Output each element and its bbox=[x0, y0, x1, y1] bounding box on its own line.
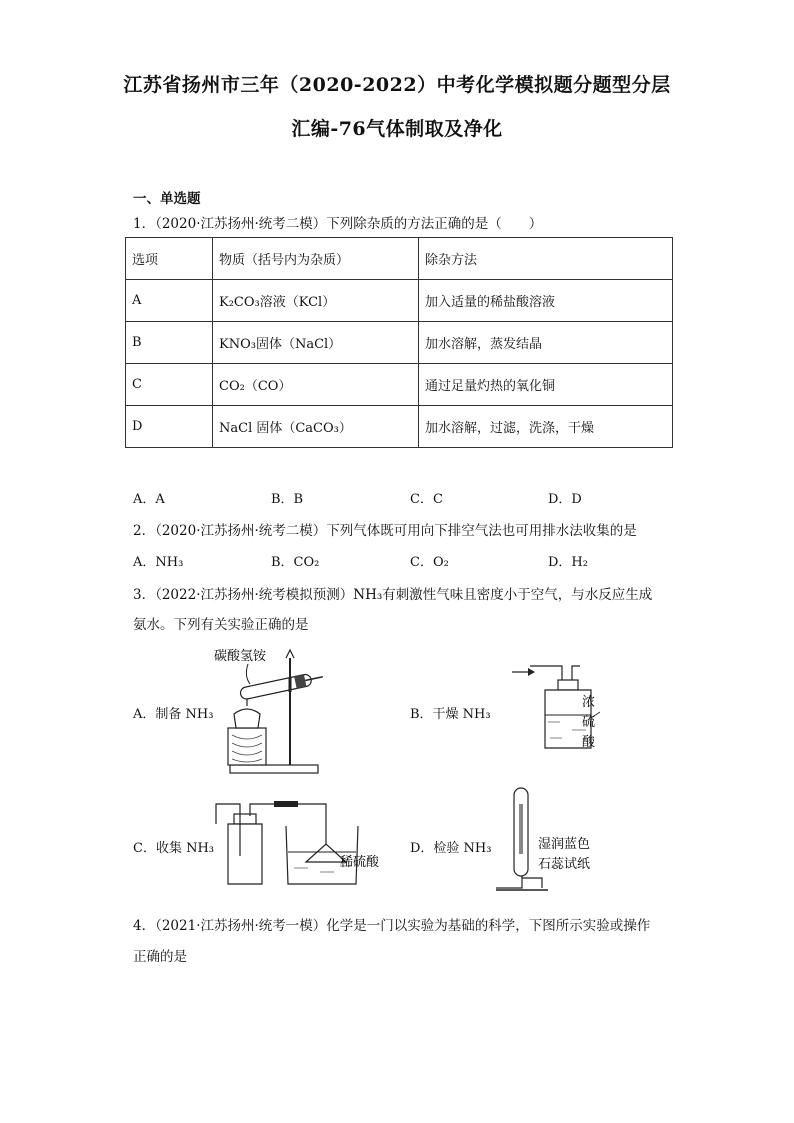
question-3-option-c-label: C．收集 NH₃ bbox=[133, 841, 215, 856]
question-3-option-b-label: B．干燥 NH₃ bbox=[410, 707, 491, 722]
table-header-row bbox=[126, 238, 673, 280]
question-1-option-b: B．B bbox=[271, 492, 304, 507]
section-heading: 一、单选题 bbox=[133, 191, 201, 207]
question-2-option-a: A．NH₃ bbox=[133, 555, 184, 570]
ammonium-bicarbonate-label: 碳酸氢铵 bbox=[214, 649, 267, 664]
question-2-option-b: B．CO₂ bbox=[271, 555, 320, 570]
page-title-line-1: 江苏省扬州市三年（2020-2022）中考化学模拟题分题型分层 bbox=[123, 74, 671, 96]
table-cell: A bbox=[126, 280, 213, 322]
question-4-stem-line-1: 4．（2021·江苏扬州·统考一模）化学是一门以实验为基础的科学，下图所示实验或操作 bbox=[133, 918, 651, 934]
table-cell: D bbox=[126, 406, 213, 448]
conc-sulfuric-acid-label-3: 酸 bbox=[582, 735, 596, 750]
question-3-stem-line-1: 3．（2022·江苏扬州·统考模拟预测）NH₃有刺激性气味且密度小于空气，与水反应生成 bbox=[133, 587, 653, 603]
table-cell: B bbox=[126, 322, 213, 364]
conc-sulfuric-acid-label-2: 硫 bbox=[582, 715, 596, 730]
ammonia-preparation-apparatus-figure bbox=[210, 640, 330, 780]
table-cell: CO₂（CO） bbox=[213, 364, 419, 406]
table-row bbox=[126, 364, 673, 406]
table-cell: NaCl 固体（CaCO₃） bbox=[213, 406, 419, 448]
table-cell: KNO₃固体（NaCl） bbox=[213, 322, 419, 364]
question-2-option-c: C．O₂ bbox=[410, 555, 449, 570]
table-cell: 加水溶解，蒸发结晶 bbox=[419, 322, 673, 364]
question-1-option-a: A．A bbox=[133, 492, 165, 507]
moist-blue-litmus-label-2: 石蕊试纸 bbox=[538, 857, 591, 872]
table-cell: C bbox=[126, 364, 213, 406]
table-header-cell: 选项 bbox=[126, 238, 213, 280]
gas-washing-bottle-figure bbox=[510, 660, 610, 760]
conc-sulfuric-acid-label-1: 浓 bbox=[582, 695, 596, 710]
table-row bbox=[126, 322, 673, 364]
question-1-option-d: D．D bbox=[548, 492, 582, 507]
question-1-stem: 1．（2020·江苏扬州·统考二模）下列除杂质的方法正确的是（ ） bbox=[133, 216, 543, 232]
question-3-option-a-label: A．制备 NH₃ bbox=[133, 707, 214, 722]
table-cell: 加入适量的稀盐酸溶液 bbox=[419, 280, 673, 322]
table-header-cell: 物质（括号内为杂质） bbox=[213, 238, 419, 280]
question-1-option-c: C．C bbox=[410, 492, 443, 507]
question-2-stem: 2．（2020·江苏扬州·统考二模）下列气体既可用向下排空气法也可用排水法收集的是 bbox=[133, 523, 637, 539]
question-3-stem-line-2: 氨水。下列有关实验正确的是 bbox=[133, 617, 309, 633]
table-header-cell: 除杂方法 bbox=[419, 238, 673, 280]
ammonia-test-apparatus-figure bbox=[492, 784, 617, 896]
question-1-table bbox=[125, 237, 673, 448]
question-2-option-d: D．H₂ bbox=[548, 555, 588, 570]
dilute-sulfuric-acid-label: 稀硫酸 bbox=[340, 855, 380, 870]
table-row bbox=[126, 280, 673, 322]
moist-blue-litmus-label-1: 湿润蓝色 bbox=[538, 837, 591, 852]
table-cell: K₂CO₃溶液（KCl） bbox=[213, 280, 419, 322]
table-cell: 通过足量灼热的氧化铜 bbox=[419, 364, 673, 406]
question-3-option-d-label: D．检验 NH₃ bbox=[410, 841, 492, 856]
table-cell: 加水溶解，过滤，洗涤，干燥 bbox=[419, 406, 673, 448]
table-row bbox=[126, 406, 673, 448]
gas-collection-apparatus-figure bbox=[210, 796, 395, 891]
question-4-stem-line-2: 正确的是 bbox=[133, 949, 187, 965]
page-title-line-2: 汇编-76气体制取及净化 bbox=[291, 118, 503, 140]
